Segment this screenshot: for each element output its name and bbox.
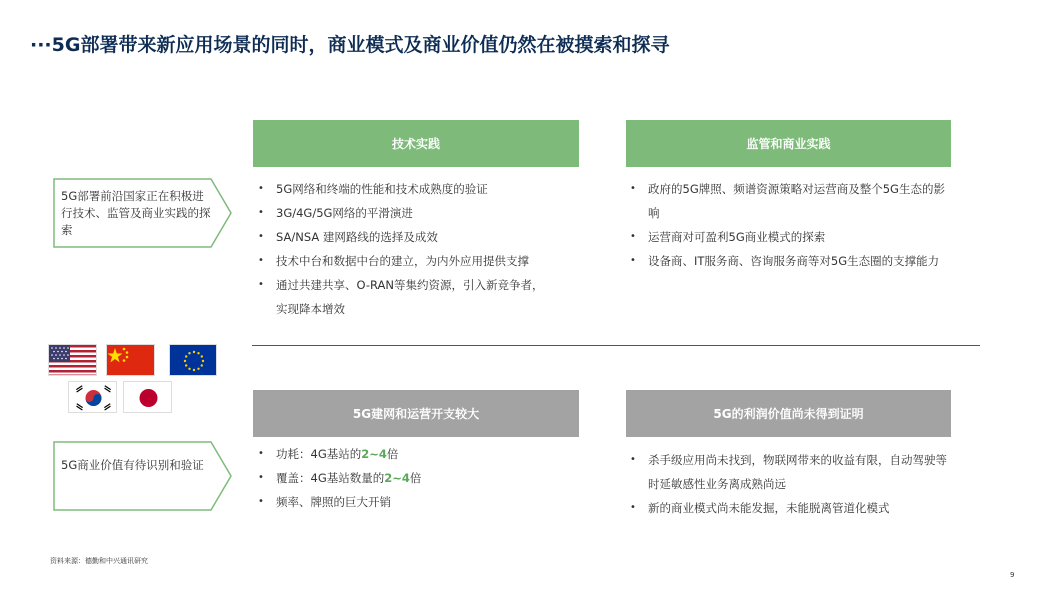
list-item: • 技术中台和数据中台的建立，为内外应用提供支撑 bbox=[254, 249, 564, 273]
list-item: • 3G/4G/5G网络的平滑演进 bbox=[254, 201, 564, 225]
callout-value-validation bbox=[53, 441, 233, 511]
list-item: • 功耗：4G基站的2~4倍 bbox=[254, 442, 564, 466]
callout-text: 5G商业价值有待识别和验证 bbox=[61, 458, 204, 472]
list-item: • 通过共建共享、O-RAN等集约资源，引入新竞争者，实现降本增效 bbox=[254, 273, 546, 321]
section-divider bbox=[252, 345, 980, 346]
korea-flag-icon bbox=[68, 381, 117, 413]
profit-header: 5G的利润价值尚未得到证明 bbox=[626, 390, 951, 437]
source-note: 资料来源：德勤和中兴通讯研究 bbox=[50, 557, 148, 565]
us-flag-icon bbox=[48, 344, 97, 376]
eu-flag-icon bbox=[169, 344, 217, 376]
cost-header: 5G建网和运营开支较大 bbox=[253, 390, 579, 437]
callout-text: 5G部署前沿国家正在积极进行技术、监管及商业实践的探索 bbox=[61, 189, 211, 237]
list-item: • SA/NSA 建网路线的选择及成效 bbox=[254, 225, 564, 249]
page-number: 9 bbox=[1010, 571, 1015, 579]
japan-flag-icon bbox=[123, 381, 172, 413]
regulation-practice-header: 监管和商业实践 bbox=[626, 120, 951, 167]
regulation-practice-list bbox=[626, 177, 948, 273]
list-item: • 覆盖：4G基站数量的2~4倍 bbox=[254, 466, 564, 490]
list-item: • 运营商对可盈利5G商业模式的探索 bbox=[626, 225, 948, 249]
list-item: • 频率、牌照的巨大开销 bbox=[254, 490, 564, 514]
list-item: • 设备商、IT服务商、咨询服务商等对5G生态圈的支撑能力 bbox=[626, 249, 948, 273]
chevron-frame-icon bbox=[53, 441, 233, 511]
cost-list bbox=[254, 442, 564, 514]
tech-practice-header: 技术实践 bbox=[253, 120, 579, 167]
profit-list bbox=[626, 448, 948, 520]
callout-frontier-countries bbox=[53, 178, 233, 248]
china-flag-icon bbox=[106, 344, 155, 376]
list-item: • 5G网络和终端的性能和技术成熟度的验证 bbox=[254, 177, 564, 201]
list-item: • 杀手级应用尚未找到，物联网带来的收益有限，自动驾驶等时延敏感性业务离成熟尚远 bbox=[626, 448, 948, 496]
tech-practice-list bbox=[254, 177, 564, 321]
list-item: • 政府的5G牌照、频谱资源策略对运营商及整个5G生态的影响 bbox=[626, 177, 948, 225]
page-title: ···5G部署带来新应用场景的同时，商业模式及商业价值仍然在被摸索和探寻 bbox=[30, 34, 670, 56]
list-item: • 新的商业模式尚未能发掘，未能脱离管道化模式 bbox=[626, 496, 948, 520]
